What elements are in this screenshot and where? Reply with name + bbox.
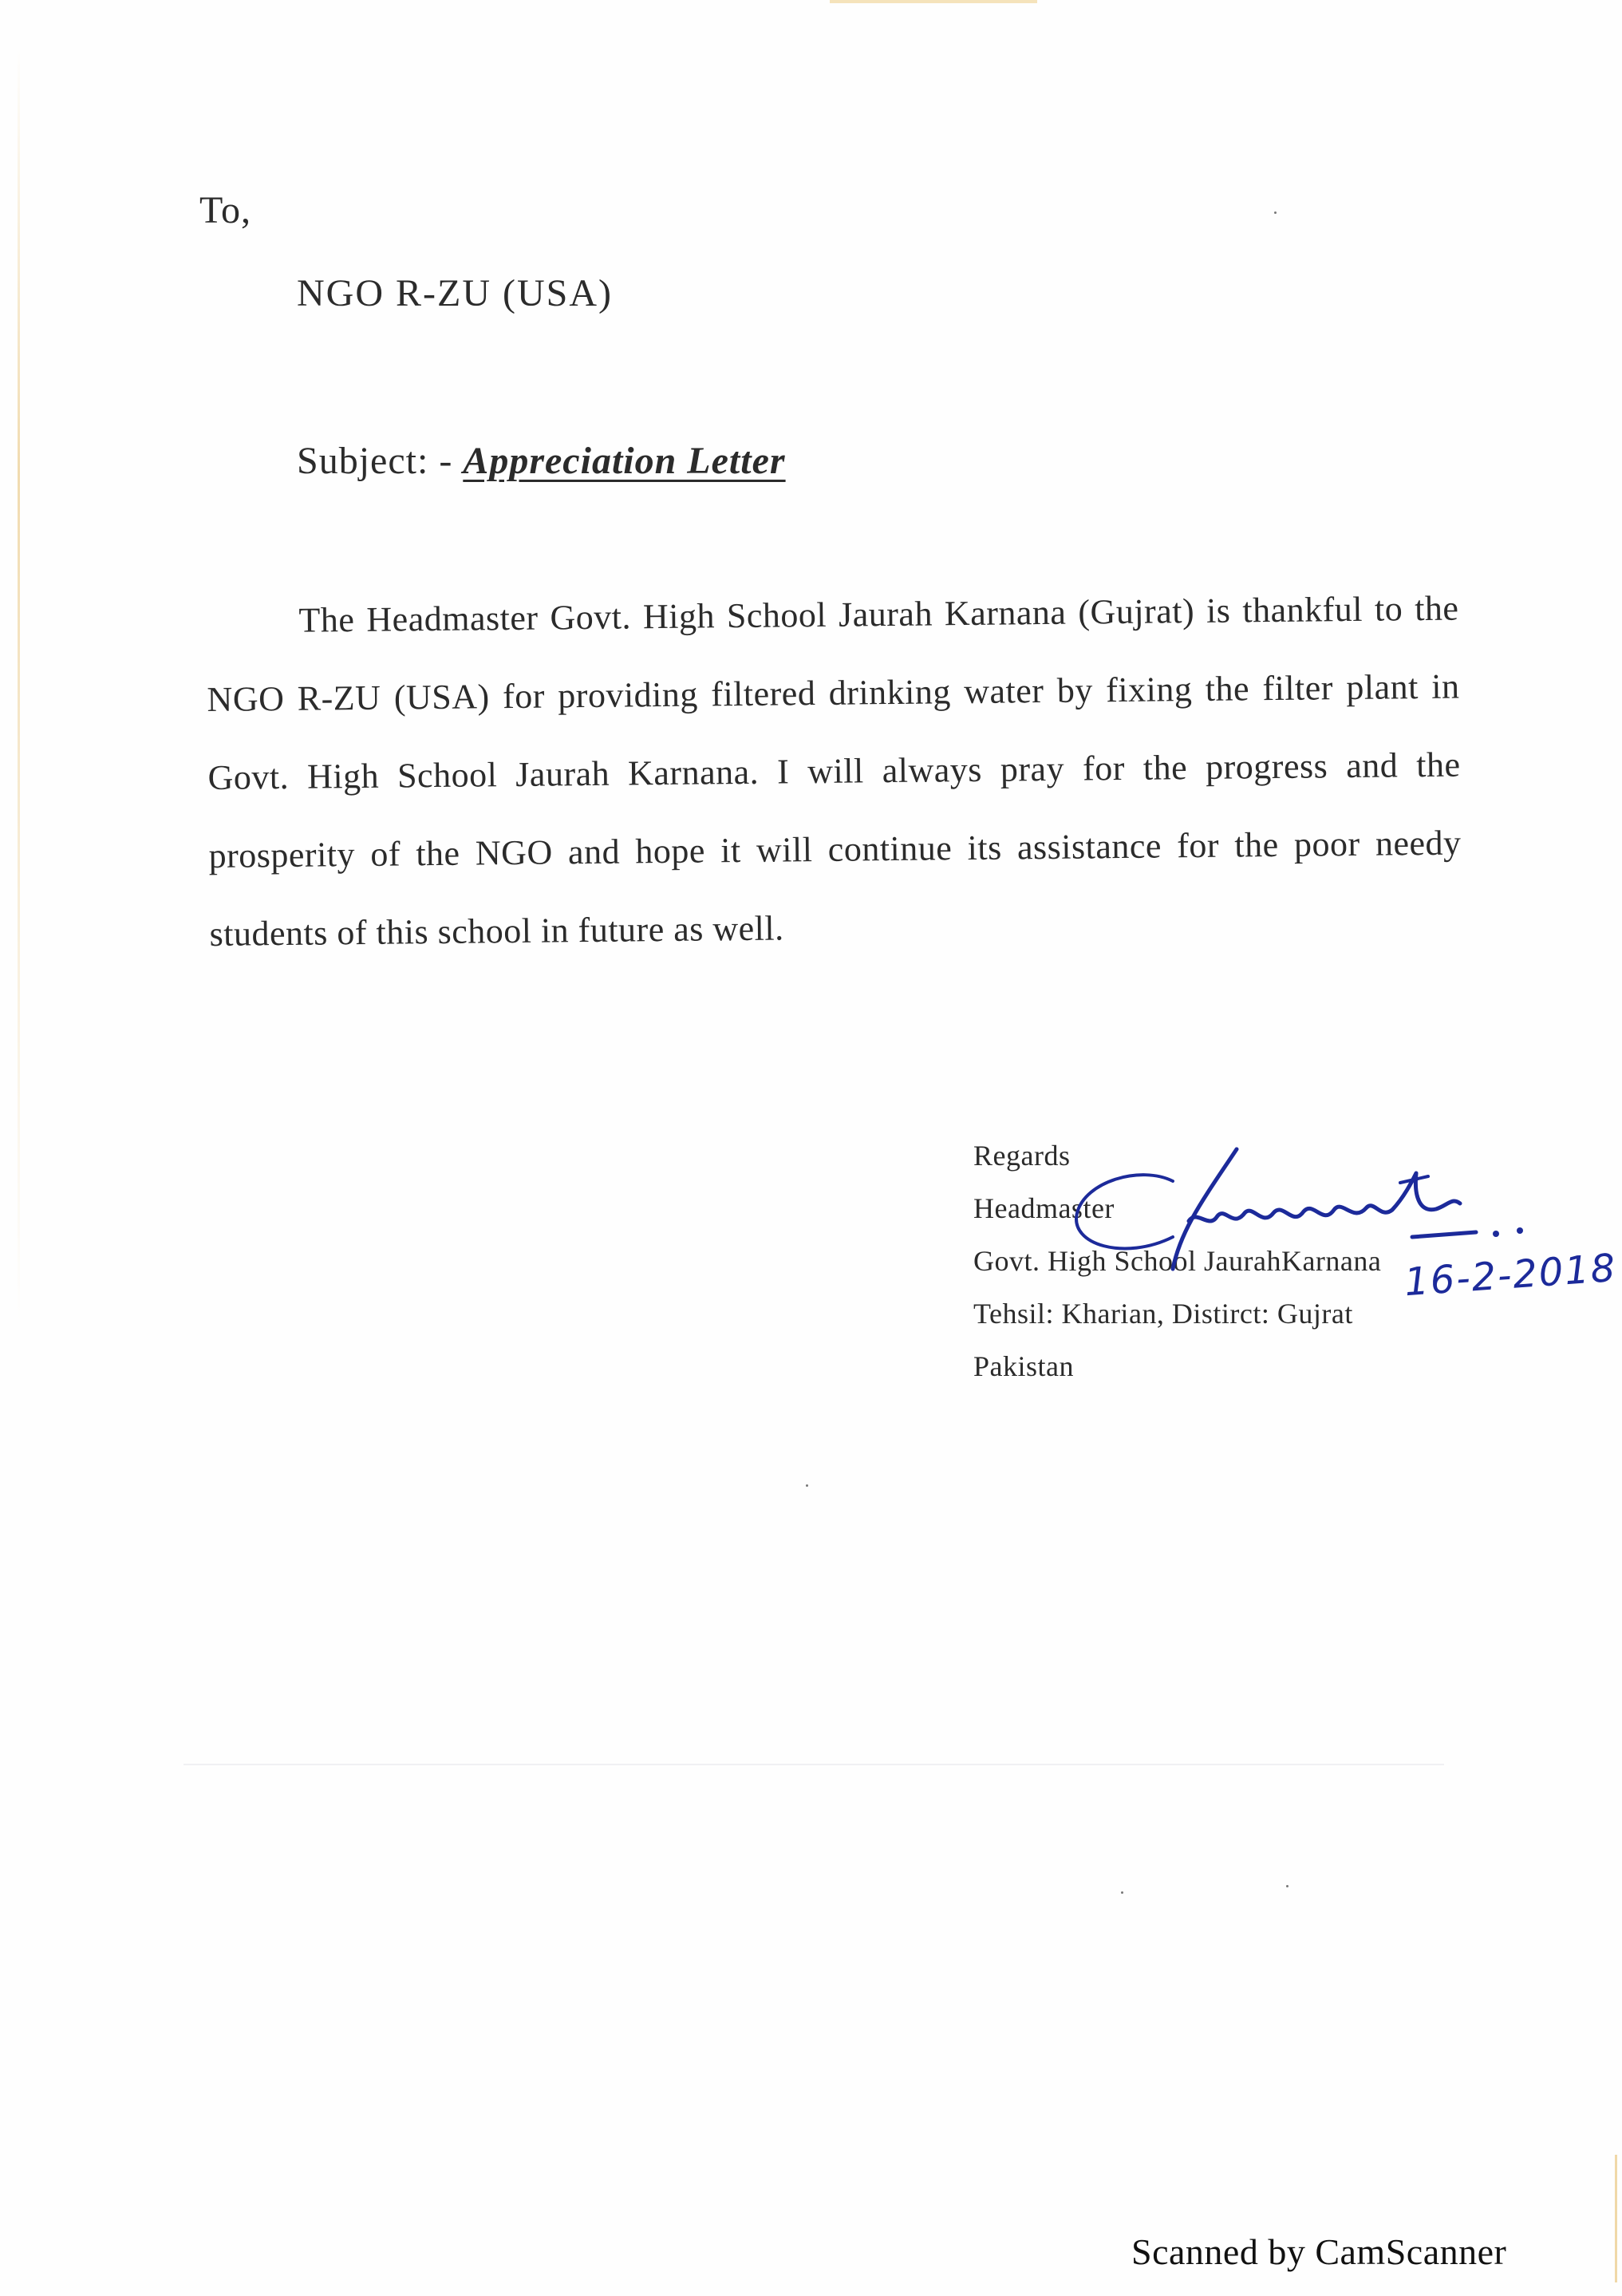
scan-edge-right (1615, 2155, 1617, 2282)
signature-date: 16-2-2018 (1403, 1245, 1619, 1306)
salutation: To, (199, 189, 251, 231)
closing-title: Headmaster (973, 1192, 1115, 1224)
handwritten-signature (1053, 1133, 1532, 1277)
closing-school: Govt. High School JaurahKarnana (973, 1245, 1382, 1277)
letter-body: The Headmaster Govt. High School Jaurah Karnana (Gujrat) is thankful to the NGO R-ZU (USA) for providing filtered drinking water by fixing the filter plant in Govt. High School Jaurah Karnana. I will always pray for the progress and the prosperity of the NGO and hope it will continue its assistance for the poor needy students of this school in future as well. (207, 588, 1462, 954)
subject-line (297, 439, 786, 483)
scan-speck (1121, 1891, 1123, 1894)
scanner-watermark: Scanned by CamScanner (1131, 2231, 1507, 2272)
scan-speck (1286, 1885, 1289, 1887)
closing-country: Pakistan (973, 1350, 1074, 1382)
subject-title: Appreciation Letter (463, 440, 786, 482)
closing-location: Tehsil: Kharian, Distirct: Gujrat (973, 1298, 1353, 1330)
scan-speck (806, 1484, 808, 1487)
closing-regards: Regards (973, 1140, 1071, 1172)
recipient: NGO R-ZU (USA) (297, 272, 613, 314)
scan-edge-top (830, 0, 1037, 3)
scan-speck (1274, 211, 1277, 214)
subject-label: Subject: - (297, 440, 464, 482)
paper-crease (184, 1764, 1444, 1765)
scan-edge-left (18, 48, 20, 1325)
